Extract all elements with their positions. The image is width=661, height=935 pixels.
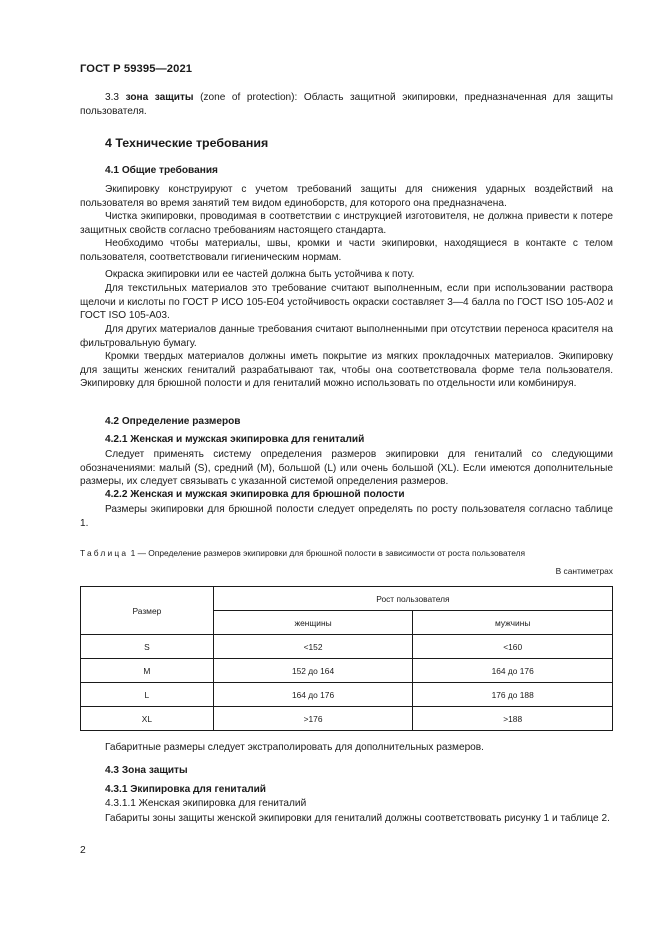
section-4-3-1-1-title: 4.3.1.1 Женская экипировка для гениталий	[105, 798, 307, 809]
size-table	[80, 586, 613, 731]
header-women: женщины	[213, 611, 413, 635]
cell-women: <152	[213, 635, 413, 659]
paragraph-4-2-2: Размеры экипировки для брюшной полости следует определять по росту пользователя согласно таблице 1.	[80, 504, 613, 529]
paragraph-4-1-e: Для текстильных материалов это требование считают выполненным, если при использовании раствора щелочи и кислоты по ГОСТ Р ИСО 105-Е04 устойчивость окраски составляет 3—4 балла по ГОСТ ISO 105-А02 и ГОСТ ISO 105-А03.	[80, 283, 613, 321]
paragraph-4-1-c: Необходимо чтобы материалы, швы, кромки и части экипировки, находящиеся в контакте с телом пользователя, соответствовали гигиеническим нормам.	[80, 238, 613, 263]
cell-men: >188	[413, 707, 613, 731]
cell-size: L	[81, 683, 214, 707]
paragraph-4-1-g: Кромки твердых материалов должны иметь покрытие из мягких прокладочных материалов. Экипировку для защиты женских гениталий разрабатывают так, чтобы она соответствовала форме тела пользователя. Экипировку для брюшной полости и для гениталий можно использовать по отдельности или комбинируя.	[80, 351, 613, 389]
page-number: 2	[80, 845, 86, 856]
cell-women: 164 до 176	[213, 683, 413, 707]
cell-size: M	[81, 659, 214, 683]
section-4-2-2-title: 4.2.2 Женская и мужская экипировка для брюшной полости	[105, 489, 405, 500]
section-4-2-1-title: 4.2.1 Женская и мужская экипировка для гениталий	[105, 434, 365, 445]
cell-men: <160	[413, 635, 613, 659]
term-name: зона защиты	[125, 92, 194, 103]
document-header: ГОСТ Р 59395—2021	[80, 63, 193, 75]
paragraph-4-2-1: Следует применять систему определения размеров экипировки для гениталий со следующими обозначениями: малый (S), средний (M), большой (L) или очень большой (XL). Если имеются дополнительные размеры, их следует связывать с указанной системой определения размеров.	[80, 449, 613, 487]
term-definition: : Область защитной экипировки, предназначенная для защиты пользователя.	[80, 92, 614, 117]
cell-men: 164 до 176	[413, 659, 613, 683]
term-english: (zone of protection)	[200, 92, 295, 103]
section-4-1-title: 4.1 Общие требования	[105, 165, 218, 176]
table-row	[81, 659, 613, 683]
paragraph-4-1-d: Окраска экипировки или ее частей должна быть устойчива к поту.	[105, 269, 415, 280]
paragraph-4-1-a: Экипировку конструируют с учетом требований защиты для снижения ударных воздействий на пользователя во время занятий тем видом единоборств, для которого она предназначена.	[80, 184, 613, 209]
cell-women: 152 до 164	[213, 659, 413, 683]
paragraph-4-1-f: Для других материалов данные требования считают выполненными при отсутствии переноса красителя на фильтровальную бумагу.	[80, 324, 613, 349]
cell-women: >176	[213, 707, 413, 731]
table-units: В сантиметрах	[555, 566, 613, 576]
section-4-3-title: 4.3 Зона защиты	[105, 765, 188, 776]
table-row	[81, 683, 613, 707]
section-4-2-title: 4.2 Определение размеров	[105, 416, 241, 427]
header-size: Размер	[81, 587, 214, 635]
paragraph-4-3-1-1: Габариты зоны защиты женской экипировки для гениталий должны соответствовать рисунку 1 и таблице 2.	[105, 813, 610, 824]
cell-size: S	[81, 635, 214, 659]
cell-men: 176 до 188	[413, 683, 613, 707]
paragraph-4-1-b: Чистка экипировки, проводимая в соответствии с инструкцией изготовителя, не должна привести к потере защитных свойств согласно требованиям настоящего стандарта.	[80, 211, 613, 236]
term-3-3	[80, 91, 613, 118]
header-user-height: Рост пользователя	[213, 587, 612, 611]
header-men: мужчины	[413, 611, 613, 635]
table-caption-text: 1 — Определение размеров экипировки для брюшной полости в зависимости от роста пользователя	[130, 548, 526, 558]
table-label: Таблица	[80, 548, 129, 558]
cell-size: XL	[81, 707, 214, 731]
table-row	[81, 635, 613, 659]
paragraph-after-table: Габаритные размеры следует экстраполировать для дополнительных размеров.	[105, 742, 484, 753]
section-4-3-1-title: 4.3.1 Экипировка для гениталий	[105, 784, 267, 795]
section-4-title: 4 Технические требования	[105, 136, 269, 150]
table-row	[81, 707, 613, 731]
term-number: 3.3	[105, 92, 120, 103]
table-1-caption	[80, 548, 525, 558]
